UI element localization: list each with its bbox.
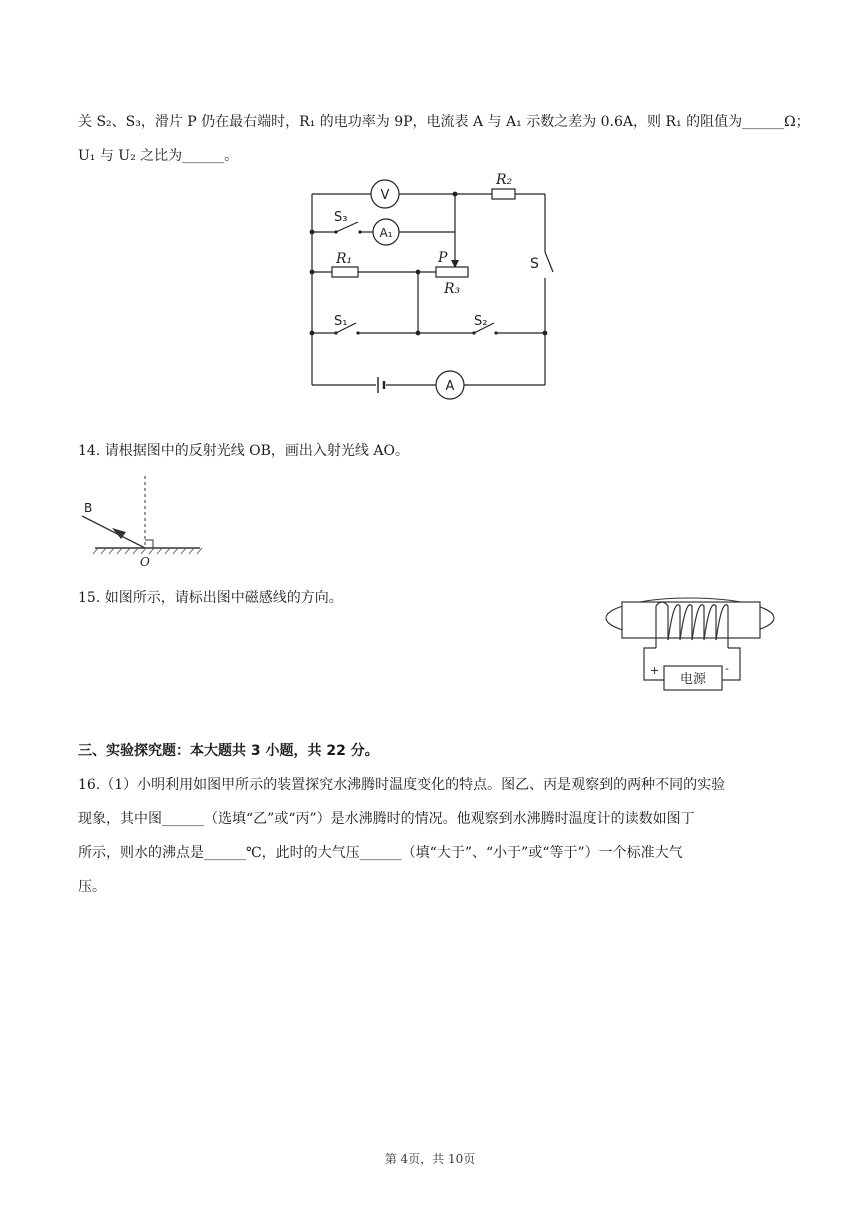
plus-sign: +	[650, 664, 660, 677]
q13-text-line1: 关 S₂、S₃，滑片 P 仍在最右端时，R₁ 的电功率为 9P，电流表 A 与 A₁ 示数之差为 0.6A，则 R₁ 的阻值为______Ω；	[78, 114, 810, 130]
q16-text-line1: 16.（1）小明利用如图甲所示的装置探究水沸腾时温度变化的特点。图乙、丙是观察到的两种不同的实验	[78, 777, 726, 793]
q16-text-line4: 压。	[78, 879, 106, 895]
q15-text: 15. 如图所示，请标出图中磁感线的方向。	[78, 590, 343, 606]
label-S: S	[530, 256, 539, 272]
label-A1: A₁	[379, 226, 393, 240]
label-S3: S₃	[334, 210, 348, 225]
label-S1: S₁	[334, 314, 348, 329]
q16-text-line3: 所示，则水的沸点是______℃，此时的大气压______（填“大于”、“小于”或“等于”）一个标准大气	[78, 845, 683, 861]
label-V: V	[380, 188, 390, 203]
label-O: O	[140, 555, 150, 569]
label-R2: R₂	[496, 172, 513, 188]
q13-text-line2: U₁ 与 U₂ 之比为______。	[78, 148, 239, 164]
label-B: B	[84, 501, 93, 515]
label-R1: R₁	[336, 251, 353, 267]
page-footer: 第 4页，共 10页	[384, 1152, 476, 1166]
label-A: A	[445, 379, 455, 394]
section-3-heading: 三、实验探究题：本大题共 3 小题，共 22 分。	[78, 743, 379, 759]
label-P: P	[438, 250, 448, 266]
circuit-diagram	[0, 0, 860, 400]
label-S2: S₂	[474, 314, 488, 329]
power-source-label: 电源	[679, 672, 707, 687]
reflection-diagram	[60, 468, 260, 578]
solenoid-diagram	[600, 588, 790, 698]
q16-text-line2: 现象，其中图______（选填“乙”或“丙”）是水沸腾时的情况。他观察到水沸腾时温度计的读数如图丁	[78, 811, 695, 827]
label-R3: R₃	[444, 281, 461, 297]
q14-text: 14. 请根据图中的反射光线 OB，画出入射光线 AO。	[78, 443, 409, 459]
minus-sign: -	[725, 662, 729, 675]
